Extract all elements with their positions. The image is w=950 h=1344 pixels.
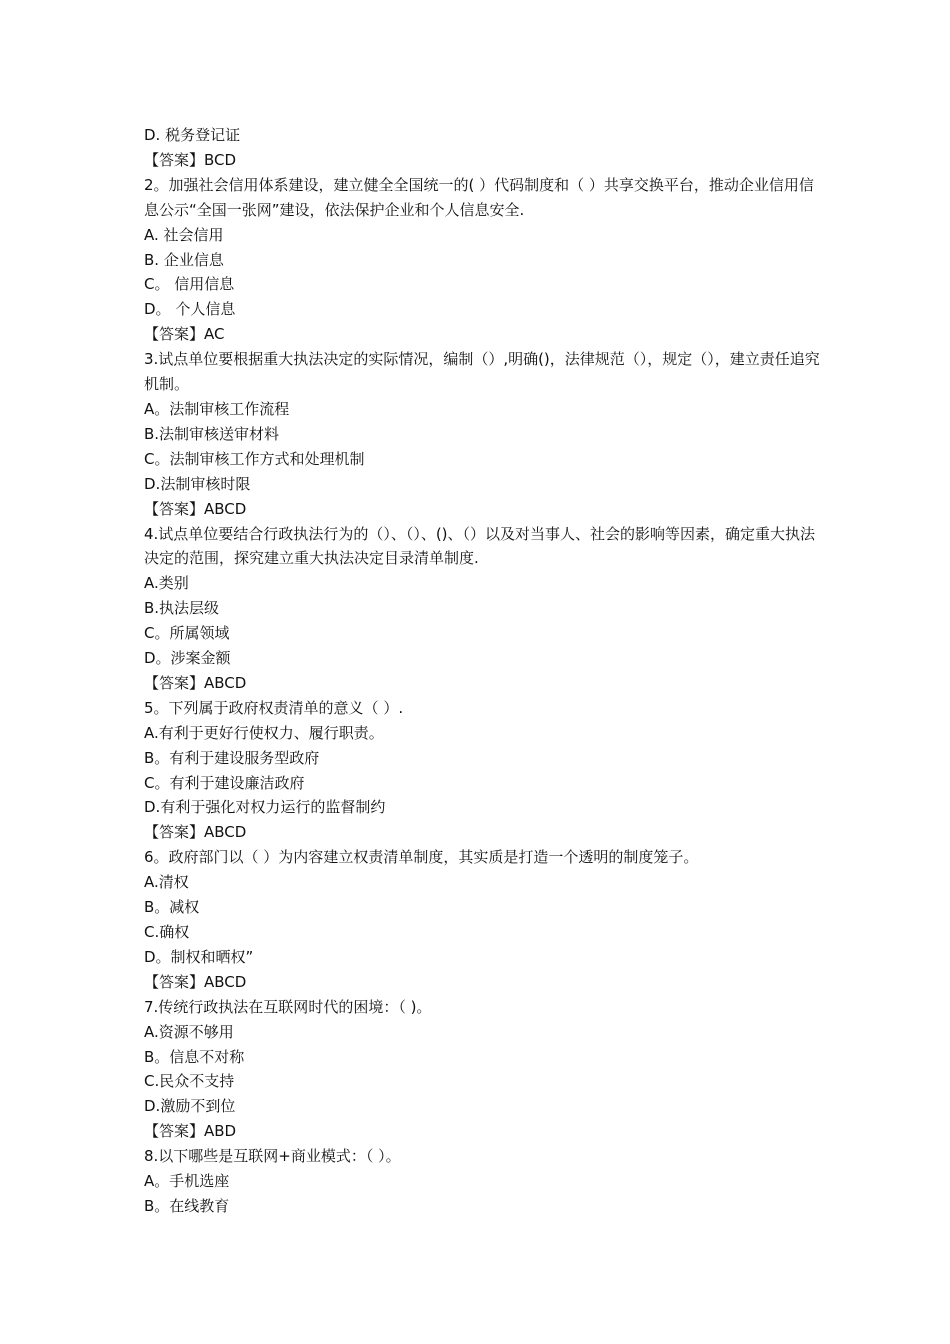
option-line: B。减权 xyxy=(144,898,200,917)
answer-line: 【答案】ABCD xyxy=(144,673,247,692)
answer-line: 【答案】ABD xyxy=(144,1122,237,1141)
answer-line: 【答案】ABCD xyxy=(144,823,247,842)
answer-line: 【答案】AC xyxy=(144,325,225,344)
answer-line: 【答案】ABCD xyxy=(144,972,247,991)
option-line: B.执法层级 xyxy=(144,599,220,618)
option-line: D。涉案金额 xyxy=(144,649,231,668)
question-8: 8.以下哪些是互联网+商业模式：（ ）。 xyxy=(144,1147,401,1166)
option-line: B。在线教育 xyxy=(144,1196,230,1215)
option-line: A.资源不够用 xyxy=(144,1022,234,1041)
option-line: D.激励不到位 xyxy=(144,1097,236,1116)
option-line: C。所属领域 xyxy=(144,624,230,643)
option-line: D。制权和晒权” xyxy=(144,947,254,966)
question-3: 3.试点单位要根据重大执法决定的实际情况，编制（）,明确()，法律规范（），规定（），建立责任追究机制。 xyxy=(144,350,820,394)
option-line: C。有利于建设廉洁政府 xyxy=(144,773,305,792)
option-line: A.有利于更好行使权力、履行职责。 xyxy=(144,723,384,742)
option-line: D.法制审核时限 xyxy=(144,474,251,493)
option-line: C。 信用信息 xyxy=(144,275,235,294)
option-line: C。法制审核工作方式和处理机制 xyxy=(144,449,365,468)
option-line: A. 社会信用 xyxy=(144,225,224,244)
option-line: D.有利于强化对权力运行的监督制约 xyxy=(144,798,386,817)
question-6: 6。政府部门以（ ）为内容建立权责清单制度，其实质是打造一个透明的制度笼子。 xyxy=(144,848,699,867)
question-7: 7.传统行政执法在互联网时代的困境：（ )。 xyxy=(144,997,432,1016)
document-body xyxy=(144,123,824,1219)
option-line: A.清权 xyxy=(144,873,189,892)
option-line: D. 税务登记证 xyxy=(144,126,241,144)
question-2: 2。加强社会信用体系建设，建立健全全国统一的( ）代码制度和（ ）共享交换平台，推动企业信用信息公示“全国一张网”建设，依法保护企业和个人信息安全. xyxy=(144,175,814,219)
option-line: B. 企业信息 xyxy=(144,250,224,269)
option-line: A。法制审核工作流程 xyxy=(144,399,290,418)
option-line: D。 个人信息 xyxy=(144,300,236,319)
option-line: C.民众不支持 xyxy=(144,1072,235,1091)
answer-line: 【答案】BCD xyxy=(144,150,237,169)
option-line: B。信息不对称 xyxy=(144,1047,245,1066)
option-line: B.法制审核送审材料 xyxy=(144,424,280,443)
option-line: A.类别 xyxy=(144,574,189,593)
option-line: B。有利于建设服务型政府 xyxy=(144,748,320,767)
answer-line: 【答案】ABCD xyxy=(144,499,247,518)
option-line: A。手机选座 xyxy=(144,1172,230,1191)
question-5: 5。下列属于政府权责清单的意义（ ）. xyxy=(144,698,404,717)
option-line: C.确权 xyxy=(144,923,190,941)
question-4: 4.试点单位要结合行政执法行为的（）、（）、()、（）以及对当事人、社会的影响等因素，确定重大执法决定的范围，探究建立重大执法决定目录清单制度. xyxy=(144,524,816,568)
